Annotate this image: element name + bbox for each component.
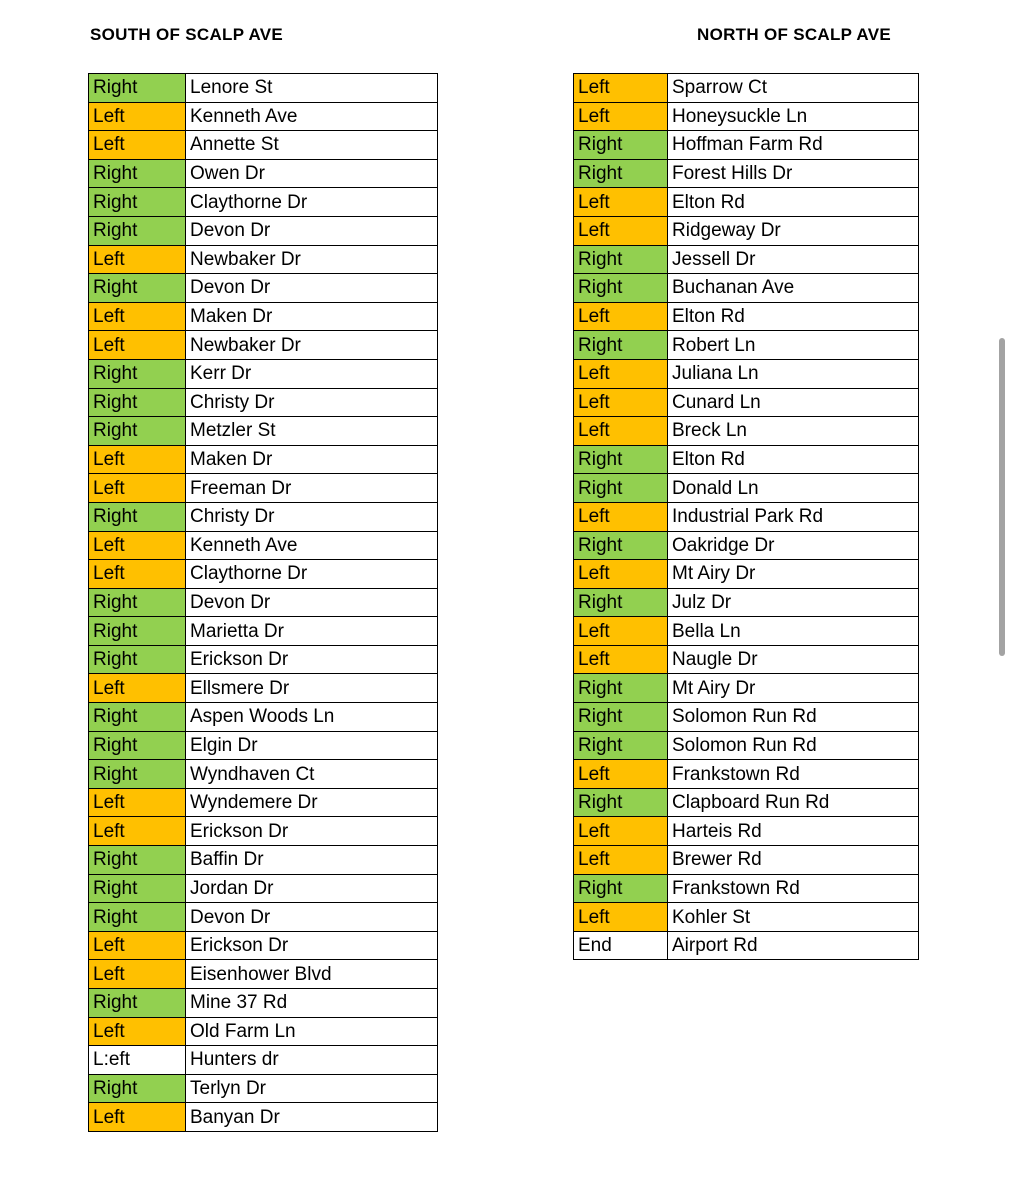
street-cell: Solomon Run Rd bbox=[668, 731, 919, 760]
direction-cell: Right bbox=[574, 445, 668, 474]
street-cell: Bella Ln bbox=[668, 617, 919, 646]
table-row bbox=[89, 1017, 438, 1046]
direction-cell: Left bbox=[89, 331, 186, 360]
street-cell: Brewer Rd bbox=[668, 846, 919, 875]
street-cell: Kenneth Ave bbox=[186, 102, 438, 131]
direction-cell: Left bbox=[574, 102, 668, 131]
direction-cell: Left bbox=[89, 1017, 186, 1046]
table-row bbox=[574, 445, 919, 474]
direction-cell: Left bbox=[574, 617, 668, 646]
street-cell: Hoffman Farm Rd bbox=[668, 131, 919, 160]
direction-cell: Right bbox=[574, 331, 668, 360]
table-row bbox=[574, 388, 919, 417]
street-cell: Wyndemere Dr bbox=[186, 788, 438, 817]
street-cell: Wyndhaven Ct bbox=[186, 760, 438, 789]
direction-cell: Right bbox=[574, 731, 668, 760]
direction-cell: Right bbox=[574, 159, 668, 188]
street-cell: Elton Rd bbox=[668, 188, 919, 217]
table-row bbox=[89, 245, 438, 274]
table-row bbox=[89, 817, 438, 846]
street-cell: Aspen Woods Ln bbox=[186, 703, 438, 732]
table-row bbox=[574, 645, 919, 674]
direction-cell: Left bbox=[574, 388, 668, 417]
street-cell: Juliana Ln bbox=[668, 359, 919, 388]
table-row bbox=[89, 560, 438, 589]
direction-cell: Left bbox=[574, 417, 668, 446]
direction-cell: Right bbox=[89, 874, 186, 903]
direction-cell: End bbox=[574, 931, 668, 960]
direction-cell: Left bbox=[574, 188, 668, 217]
direction-cell: Left bbox=[574, 817, 668, 846]
street-cell: Devon Dr bbox=[186, 274, 438, 303]
direction-cell: Right bbox=[89, 74, 186, 103]
table-row bbox=[574, 731, 919, 760]
street-cell: Hunters dr bbox=[186, 1046, 438, 1075]
direction-cell: Left bbox=[574, 903, 668, 932]
table-row bbox=[89, 1046, 438, 1075]
direction-cell: Right bbox=[89, 188, 186, 217]
street-cell: Kenneth Ave bbox=[186, 531, 438, 560]
street-cell: Robert Ln bbox=[668, 331, 919, 360]
street-cell: Baffin Dr bbox=[186, 846, 438, 875]
street-cell: Airport Rd bbox=[668, 931, 919, 960]
table-row bbox=[89, 474, 438, 503]
table-row bbox=[89, 874, 438, 903]
street-cell: Newbaker Dr bbox=[186, 331, 438, 360]
table-row bbox=[574, 74, 919, 103]
direction-cell: Right bbox=[89, 1074, 186, 1103]
street-cell: Forest Hills Dr bbox=[668, 159, 919, 188]
table-row bbox=[89, 74, 438, 103]
table-row bbox=[574, 474, 919, 503]
direction-cell: Left bbox=[574, 846, 668, 875]
table-row bbox=[574, 159, 919, 188]
street-cell: Devon Dr bbox=[186, 216, 438, 245]
direction-cell: Left bbox=[574, 502, 668, 531]
direction-cell: Right bbox=[89, 703, 186, 732]
table-row bbox=[89, 331, 438, 360]
table-row bbox=[574, 846, 919, 875]
table-row bbox=[574, 903, 919, 932]
table-row bbox=[89, 302, 438, 331]
direction-cell: Left bbox=[574, 74, 668, 103]
street-cell: Industrial Park Rd bbox=[668, 502, 919, 531]
table-row bbox=[89, 760, 438, 789]
street-cell: Ellsmere Dr bbox=[186, 674, 438, 703]
direction-cell: Right bbox=[89, 588, 186, 617]
street-cell: Ridgeway Dr bbox=[668, 216, 919, 245]
table-row bbox=[89, 531, 438, 560]
direction-cell: Right bbox=[89, 159, 186, 188]
direction-cell: Left bbox=[89, 102, 186, 131]
table-row bbox=[89, 274, 438, 303]
street-cell: Frankstown Rd bbox=[668, 874, 919, 903]
street-cell: Christy Dr bbox=[186, 388, 438, 417]
table-row bbox=[89, 931, 438, 960]
table-row bbox=[574, 359, 919, 388]
direction-cell: Right bbox=[574, 474, 668, 503]
street-cell: Breck Ln bbox=[668, 417, 919, 446]
direction-cell: Right bbox=[574, 588, 668, 617]
table-row bbox=[574, 102, 919, 131]
table-row bbox=[89, 502, 438, 531]
table-row bbox=[89, 159, 438, 188]
table-row bbox=[89, 960, 438, 989]
table-row bbox=[89, 788, 438, 817]
direction-cell: Right bbox=[89, 617, 186, 646]
street-cell: Mt Airy Dr bbox=[668, 674, 919, 703]
street-cell: Clapboard Run Rd bbox=[668, 788, 919, 817]
direction-cell: Right bbox=[89, 359, 186, 388]
street-cell: Mt Airy Dr bbox=[668, 560, 919, 589]
table-row bbox=[574, 331, 919, 360]
north-of-scalp-ave-heading: NORTH OF SCALP AVE bbox=[697, 25, 891, 44]
direction-cell: Left bbox=[89, 474, 186, 503]
street-cell: Sparrow Ct bbox=[668, 74, 919, 103]
table-row bbox=[89, 1103, 438, 1132]
street-cell: Harteis Rd bbox=[668, 817, 919, 846]
table-row bbox=[89, 903, 438, 932]
street-cell: Annette St bbox=[186, 131, 438, 160]
table-row bbox=[89, 216, 438, 245]
table-row bbox=[574, 302, 919, 331]
direction-cell: Right bbox=[574, 131, 668, 160]
street-cell: Terlyn Dr bbox=[186, 1074, 438, 1103]
street-cell: Metzler St bbox=[186, 417, 438, 446]
direction-cell: Right bbox=[89, 274, 186, 303]
street-cell: Banyan Dr bbox=[186, 1103, 438, 1132]
table-row bbox=[574, 560, 919, 589]
street-cell: Frankstown Rd bbox=[668, 760, 919, 789]
street-cell: Elton Rd bbox=[668, 445, 919, 474]
street-cell: Christy Dr bbox=[186, 502, 438, 531]
street-cell: Erickson Dr bbox=[186, 645, 438, 674]
direction-cell: Right bbox=[574, 674, 668, 703]
table-row bbox=[89, 645, 438, 674]
direction-cell: Left bbox=[89, 788, 186, 817]
table-row bbox=[574, 274, 919, 303]
street-cell: Devon Dr bbox=[186, 903, 438, 932]
table-row bbox=[574, 703, 919, 732]
direction-cell: Left bbox=[574, 645, 668, 674]
street-cell: Naugle Dr bbox=[668, 645, 919, 674]
table-row bbox=[574, 131, 919, 160]
table-row bbox=[89, 359, 438, 388]
direction-cell: L:eft bbox=[89, 1046, 186, 1075]
table-row bbox=[574, 588, 919, 617]
direction-cell: Left bbox=[574, 216, 668, 245]
street-cell: Julz Dr bbox=[668, 588, 919, 617]
direction-cell: Right bbox=[89, 216, 186, 245]
table-row bbox=[89, 617, 438, 646]
street-cell: Solomon Run Rd bbox=[668, 703, 919, 732]
table-row bbox=[89, 989, 438, 1018]
direction-cell: Left bbox=[89, 560, 186, 589]
direction-cell: Left bbox=[89, 531, 186, 560]
direction-cell: Left bbox=[89, 931, 186, 960]
table-row bbox=[574, 760, 919, 789]
table-row bbox=[574, 216, 919, 245]
direction-cell: Right bbox=[89, 502, 186, 531]
street-cell: Newbaker Dr bbox=[186, 245, 438, 274]
direction-cell: Left bbox=[574, 302, 668, 331]
table-row bbox=[89, 846, 438, 875]
direction-cell: Left bbox=[574, 560, 668, 589]
direction-cell: Right bbox=[89, 903, 186, 932]
street-cell: Honeysuckle Ln bbox=[668, 102, 919, 131]
vertical-scrollbar[interactable] bbox=[996, 0, 1010, 1200]
table-row bbox=[574, 874, 919, 903]
table-row bbox=[89, 188, 438, 217]
street-cell: Elgin Dr bbox=[186, 731, 438, 760]
table-row bbox=[89, 1074, 438, 1103]
direction-cell: Left bbox=[574, 760, 668, 789]
direction-cell: Left bbox=[89, 302, 186, 331]
direction-cell: Right bbox=[89, 388, 186, 417]
table-row bbox=[89, 445, 438, 474]
direction-cell: Left bbox=[574, 359, 668, 388]
direction-cell: Right bbox=[89, 760, 186, 789]
direction-cell: Right bbox=[574, 874, 668, 903]
street-cell: Elton Rd bbox=[668, 302, 919, 331]
direction-cell: Left bbox=[89, 817, 186, 846]
street-cell: Erickson Dr bbox=[186, 817, 438, 846]
direction-cell: Right bbox=[89, 989, 186, 1018]
direction-cell: Right bbox=[89, 417, 186, 446]
street-cell: Claythorne Dr bbox=[186, 188, 438, 217]
table-row bbox=[89, 588, 438, 617]
table-row bbox=[89, 102, 438, 131]
street-cell: Oakridge Dr bbox=[668, 531, 919, 560]
street-cell: Eisenhower Blvd bbox=[186, 960, 438, 989]
direction-cell: Right bbox=[574, 531, 668, 560]
table-row bbox=[574, 188, 919, 217]
table-row bbox=[574, 531, 919, 560]
table-row bbox=[574, 674, 919, 703]
street-cell: Erickson Dr bbox=[186, 931, 438, 960]
direction-cell: Left bbox=[89, 131, 186, 160]
street-cell: Donald Ln bbox=[668, 474, 919, 503]
north-directions-table bbox=[573, 73, 919, 960]
street-cell: Owen Dr bbox=[186, 159, 438, 188]
street-cell: Jordan Dr bbox=[186, 874, 438, 903]
street-cell: Marietta Dr bbox=[186, 617, 438, 646]
street-cell: Buchanan Ave bbox=[668, 274, 919, 303]
table-row bbox=[574, 617, 919, 646]
direction-cell: Left bbox=[89, 674, 186, 703]
direction-cell: Right bbox=[574, 245, 668, 274]
table-row bbox=[574, 817, 919, 846]
direction-cell: Left bbox=[89, 960, 186, 989]
table-row bbox=[89, 131, 438, 160]
direction-cell: Right bbox=[89, 731, 186, 760]
street-cell: Kerr Dr bbox=[186, 359, 438, 388]
direction-cell: Right bbox=[89, 645, 186, 674]
table-row bbox=[574, 788, 919, 817]
table-row bbox=[574, 502, 919, 531]
direction-cell: Left bbox=[89, 245, 186, 274]
street-cell: Jessell Dr bbox=[668, 245, 919, 274]
table-row bbox=[89, 731, 438, 760]
street-cell: Mine 37 Rd bbox=[186, 989, 438, 1018]
direction-cell: Right bbox=[574, 788, 668, 817]
table-row bbox=[574, 417, 919, 446]
direction-cell: Right bbox=[89, 846, 186, 875]
street-cell: Freeman Dr bbox=[186, 474, 438, 503]
street-cell: Devon Dr bbox=[186, 588, 438, 617]
street-cell: Maken Dr bbox=[186, 445, 438, 474]
street-cell: Maken Dr bbox=[186, 302, 438, 331]
street-cell: Old Farm Ln bbox=[186, 1017, 438, 1046]
table-row bbox=[574, 931, 919, 960]
direction-cell: Left bbox=[89, 445, 186, 474]
south-directions-table bbox=[88, 73, 438, 1132]
table-row bbox=[89, 703, 438, 732]
direction-cell: Right bbox=[574, 274, 668, 303]
direction-cell: Left bbox=[89, 1103, 186, 1132]
table-row bbox=[89, 417, 438, 446]
table-row bbox=[89, 388, 438, 417]
street-cell: Kohler St bbox=[668, 903, 919, 932]
table-row bbox=[574, 245, 919, 274]
table-row bbox=[89, 674, 438, 703]
street-cell: Cunard Ln bbox=[668, 388, 919, 417]
scrollbar-thumb[interactable] bbox=[999, 338, 1005, 656]
south-of-scalp-ave-heading: SOUTH OF SCALP AVE bbox=[90, 25, 284, 44]
street-cell: Lenore St bbox=[186, 74, 438, 103]
street-cell: Claythorne Dr bbox=[186, 560, 438, 589]
direction-cell: Right bbox=[574, 703, 668, 732]
